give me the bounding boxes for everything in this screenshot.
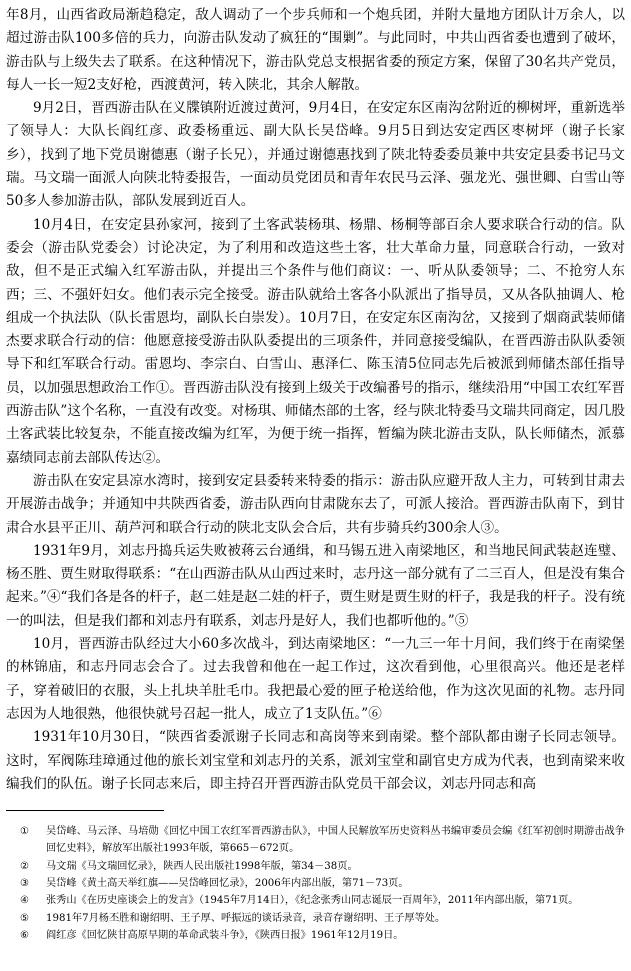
- footnote-marker: ⑥: [20, 929, 30, 941]
- footnote-3: [6, 875, 625, 892]
- footnote-text: 吴岱峰、马云泽、马培勋《回忆中国工农红军晋西游击队》，中国人民解放军历史资料丛书编审委员会编《红军初创时期游击战争回忆史料》，解放军出版社1993年版，第665－672页。: [46, 826, 625, 855]
- footnote-marker: ①: [20, 826, 30, 838]
- paragraph-4: 游击队在安定县凉水湾时，接到安定县委转来特委的指示：游击队应避开敌人主力，可转到甘肃去开展游击战争；并通知中共陕西省委，游击队西向甘肃陇东去了，可派人接洽。晋西游击队南下，到甘肃合水县平正川、葫芦河和联合行动的陕北支队会合后，共有步骑兵约300余人③。: [6, 472, 625, 536]
- footnote-marker: ④: [20, 895, 30, 907]
- footnote-divider: [6, 810, 164, 811]
- footnote-4: [6, 892, 625, 909]
- footnote-text: 阎红彦《回忆陕甘高原早期的革命武装斗争》，《陕西日报》1961年12月19日。: [46, 929, 404, 941]
- body-text: [6, 4, 625, 796]
- footnote-marker: ②: [20, 860, 30, 872]
- footnotes: [6, 823, 625, 944]
- paragraph-6: 10月，晋西游击队经过大小60多次战斗，到达南梁地区：“一九三一年十月间，我们终于在南梁堡的林锦庙，和志丹同志会合了。过去我曾和他在一起工作过，这次看到他，心里很高兴。他还是老样子，穿着破旧的衣服，头上扎块羊肚毛巾。我把最心爱的匣子枪送给他，作为这次见面的礼物。志丹同志因为人地很熟，他很快就号召起一批人，成立了1支队伍。”⑥: [6, 636, 625, 722]
- footnote-text: 吴岱峰《黄土高天举红旗——吴岱峰回忆录》，2006年内部出版，第71－73页。: [46, 877, 409, 889]
- paragraph-7: 1931年10月30日，“陕西省委派谢子长同志和高岗等来到南梁。整个部队都由谢子长同志领导。这时，军阀陈珪璋通过他的旅长刘宝堂和刘志丹的关系，派刘宝堂和副官史方成为代表，也到南梁来收编我们的队伍。谢子长同志来后，即主持召开晋西游击队党员干部会议，刘志丹同志和高: [6, 729, 625, 792]
- footnote-text: 马文瑞《马文瑞回忆录》，陕西人民出版社1998年版，第34－38页。: [46, 860, 358, 872]
- footnote-2: [6, 858, 625, 875]
- footnote-marker: ③: [20, 877, 30, 889]
- paragraph-1: 年8月，山西省政局渐趋稳定，敌人调动了一个步兵师和一个炮兵团，并附大量地方团队计万余人，以超过游击队100多倍的兵力，向游击队发动了疯狂的“围剿”。与此同时，中共山西省委也遭到了破坏，游击队与上级失去了联系。在这种情况下，游击队党总支根据省委的预定方案，保留了30名共产党员，每人一长一短2支好枪，西渡黄河，转入陕北，其余人解散。: [6, 7, 625, 93]
- footnote-1: [6, 823, 625, 858]
- paragraph-2: 9月2日，晋西游击队在义牒镇附近渡过黄河，9月4日，在安定东区南沟岔附近的柳树坪，重新选举了领导人：大队长阎红彦、政委杨重远、副大队长吴岱峰。9月5日到达安定西区枣树坪（谢子长家乡），找到了地下党员谢德惠（谢子长兄），并通过谢德惠找到了陕北特委委员兼中共安定县委书记马文瑞。马文瑞一面派人向陕北特委报告，一面动员党团员和青年农民马云泽、强龙光、强世卿、白雪山等50多人参加游击队，部队发展到近百人。: [6, 100, 625, 210]
- footnote-5: [6, 910, 625, 927]
- footnote-text: 张秀山《在历史座谈会上的发言》（1945年7月14日），《纪念张秀山同志诞辰一百周年》，2011年内部出版，第71页。: [46, 895, 579, 907]
- footnote-6: [6, 927, 625, 944]
- footnote-marker: ⑤: [20, 912, 30, 924]
- footnote-text: 1981年7月杨丕胜和谢绍明、王子厚、呼振远的谈话录音，录音存谢绍明、王子厚等处。: [46, 912, 446, 924]
- paragraph-3: 10月4日，在安定县孙家河，接到了土客武装杨琪、杨鼎、杨桐等部百余人要求联合行动的信。队委会（游击队党委会）讨论决定，为了利用和改造这些土客，壮大革命力量，同意联合行动，一致对敌，但不是正式编入红军游击队，并提出三个条件与他们商议：一、听从队委领导；二、不抢穷人东西；三、不强奸妇女。他们表示完全接受。游击队就给土客各小队派出了指导员，又从各队抽调人、枪组成一个执法队（队长雷恩均，副队长白崇发）。10月7日，在安定东区南沟岔，又接到了烟商武装师储杰要求联合行动的信：他愿意接受游击队队委提出的三项条件，并同意接受编队，在晋西游击队队委领导下和红军联合行动。雷恩均、李宗白、白雪山、惠泽仁、陈玉清5位同志先后被派到师储杰部任指导员，以加强思想政治工作①。晋西游击队没有接到上级关于改编番号的指示，继续沿用“中国工农红军晋西游击队”这个名称，一直没有改变。对杨琪、师储杰部的土客，经与陕北特委马文瑞共同商定，因几股土客武装比较复杂，不能直接改编为红军，为便于统一指挥，暂编为陕北游击支队，队长师储杰，派慕嘉绩同志前去部队传达②。: [6, 216, 625, 466]
- paragraph-5: 1931年9月，刘志丹捣兵运失败被蒋云台通缉，和马锡五进入南梁地区，和当地民间武装赵连璧、杨丕胜、贾生财取得联系：“在山西游击队从山西过来时，志丹这一部分就有了二三百人，但是没有集合起来。”④“我们各是各的杆子，赵二娃是赵二娃的杆子，贾生财是贾生财的杆子，我是我的杆子。没有统一的叫法，但是我们都和刘志丹有联系，刘志丹是好人，我们也都听他的。”⑤: [6, 542, 625, 629]
